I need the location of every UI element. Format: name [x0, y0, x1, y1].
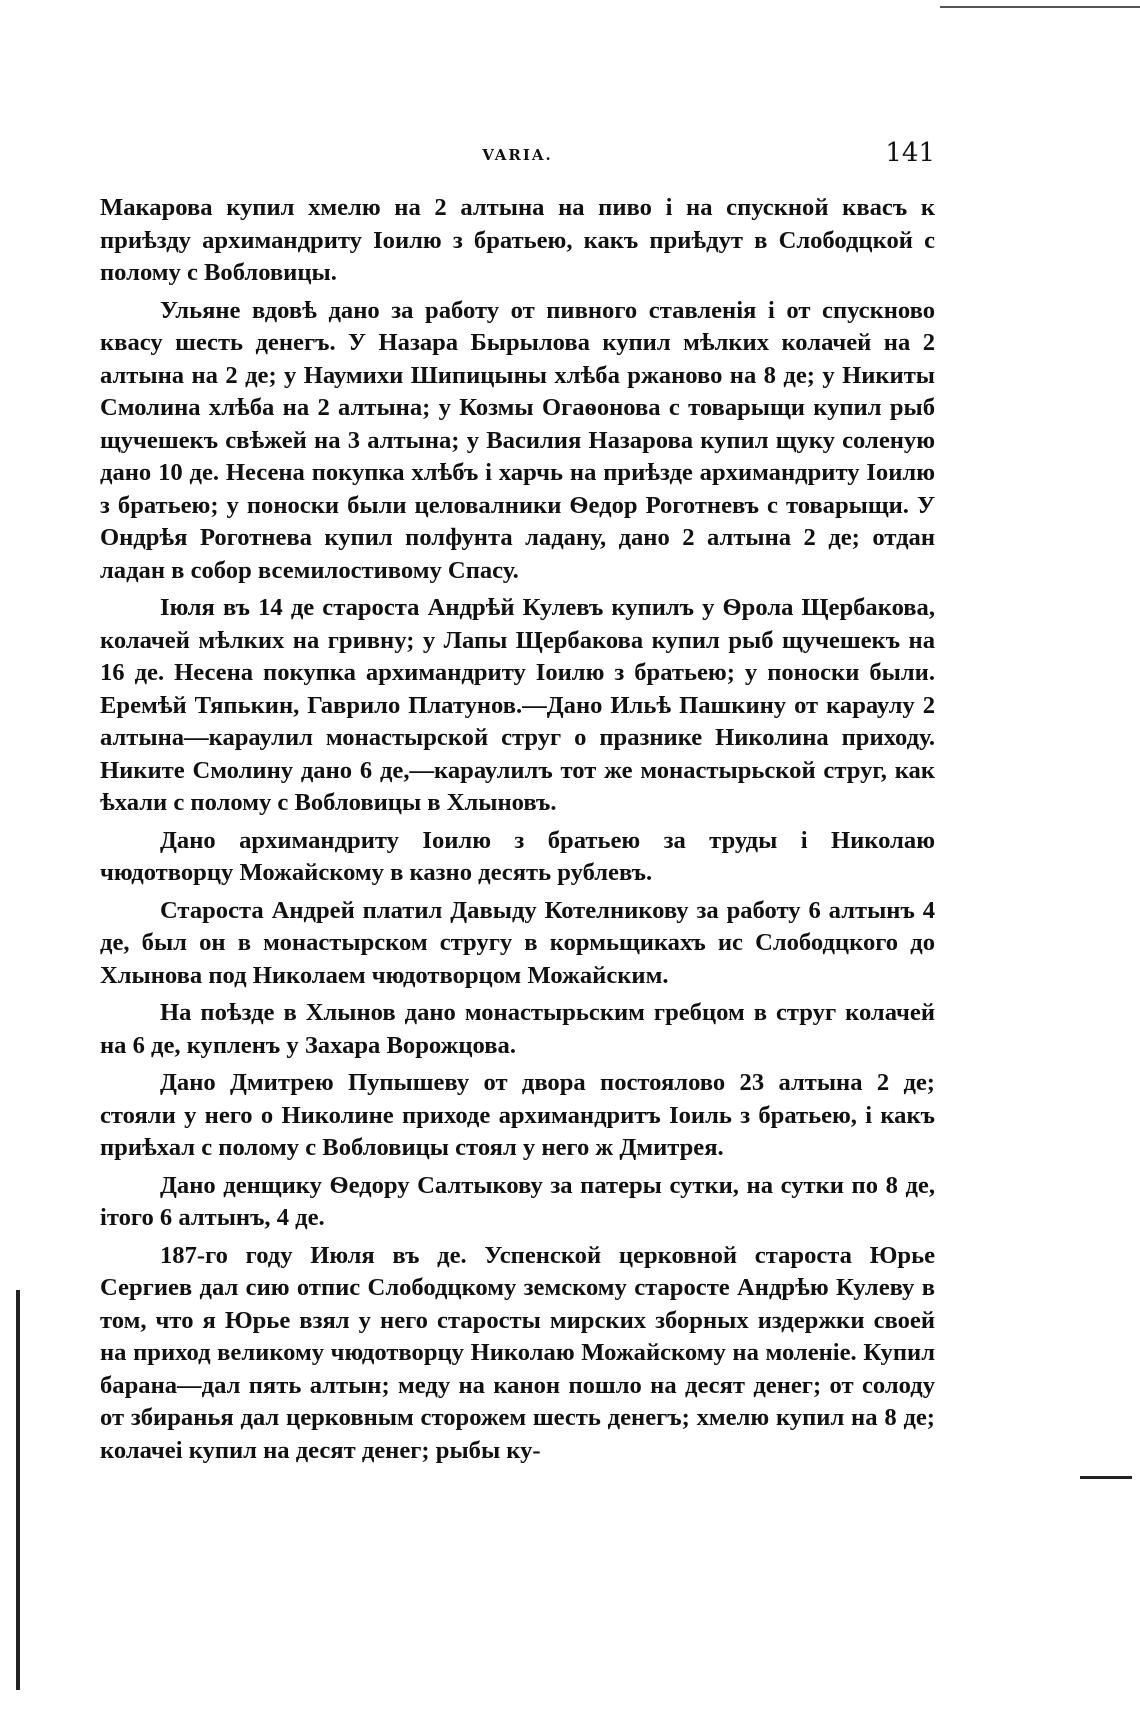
paragraph: Іюля въ 14 де староста Андрѣй Кулевъ купилъ у Ѳрола Щербакова, колачей мѣлких на гривну; у Лапы Щербакова купил рыб щучешекъ на 16 де. Несена покупка архимандриту Іоилю з братьею; у поноски были. Еремѣй Тяпькин, Гаврило Платунов.—Дано Ильѣ Пашкину от караулу 2 алтына—караулил монастырской струг о празнике Николина приходу. Никите Смолину дано 6 де,—караулилъ тот же монастырьской струг, как ѣхали с полому с Вобловицы в Хлыновъ. [100, 594, 935, 816]
page-number: 141 [885, 138, 935, 168]
paragraph: На поѣзде в Хлынов дано монастырьским гребцом в струг колачей на 6 де, купленъ у Захара Ворожцова. [100, 999, 935, 1059]
scan-edge-mark [940, 6, 1140, 8]
paragraph: Дано архимандриту Іоилю з братьею за труды і Николаю чюдотворцу Можайскому в казно десять рублевъ. [100, 826, 935, 886]
paragraph: Ульяне вдовѣ дано за работу от пивного ставленія і от спускново квасу шесть денегъ. У Назара Бырылова купил мѣлких колачей на 2 алтына на 2 де; у Наумихи Шипицыны хлѣба ржаново на 8 де; у Никиты Смолина хлѣба на 2 алтына; у Козмы Огаѳонова с товарыщи купил рыб щучешекъ свѣжей на 3 алтына; у Василия Назарова купил щуку соленую дано 10 де. Несена покупка хлѣбъ і харчь на приѣзде архимандриту Іоилю з братьею; у поноски были целовалники Ѳедор Роготневъ с товарыщи. У Ондрѣя Роготнева купил полфунта ладану, дано 2 алтына 2 де; отдан ладан в собор всемилостивому Спасу. [100, 296, 935, 584]
paragraph: Староста Андрей платил Давыду Котелникову за работу 6 алтынъ 4 де, был он в монастырском стругу в кормьщикахъ ис Слободцкого до Хлынова под Николаем чюдотворцом Можайским. [100, 896, 935, 989]
paragraph: Макарова купил хмелю на 2 алтына на пиво і на спускной квасъ к приѣзду архимандриту Іоилю з братьею, какъ приѣдут в Слободцкой с полому с Вобловицы. [100, 194, 935, 286]
scan-binding-shadow [16, 1290, 20, 1690]
paragraph: Дано денщику Ѳедору Салтыкову за патеры сутки, на сутки по 8 де, ітого 6 алтынъ, 4 де. [100, 1171, 935, 1231]
paragraph: Дано Дмитрею Пупышеву от двора постоялово 23 алтына 2 де; стояли у него о Николине приходе архимандритъ Іоиль з братьею, і какъ приѣхал с полому с Вобловицы стоял у него ж Дмитрея. [100, 1069, 935, 1161]
running-head: VARIA. [482, 146, 553, 164]
paragraph: 187-го году Июля въ де. Успенской церковной староста Юрье Сергиев дал сию отпис Слободцкому земскому старосте Андрѣю Кулеву в том, что я Юрье взял у него старосты мирских зборных издержки своей на приход великому чюдотворцу Николаю Можайскому на моленіе. Купил барана—дал пять алтын; меду на канон пошло на десят денег; от солоду от збиранья дал церковным сторожем шесть денегъ; хмелю купил на 8 де; колачеі купил на десят денег; рыбы ку- [100, 1241, 935, 1464]
body-text [100, 192, 935, 1472]
scan-margin-mark [1080, 1476, 1132, 1479]
page-header [100, 138, 935, 168]
